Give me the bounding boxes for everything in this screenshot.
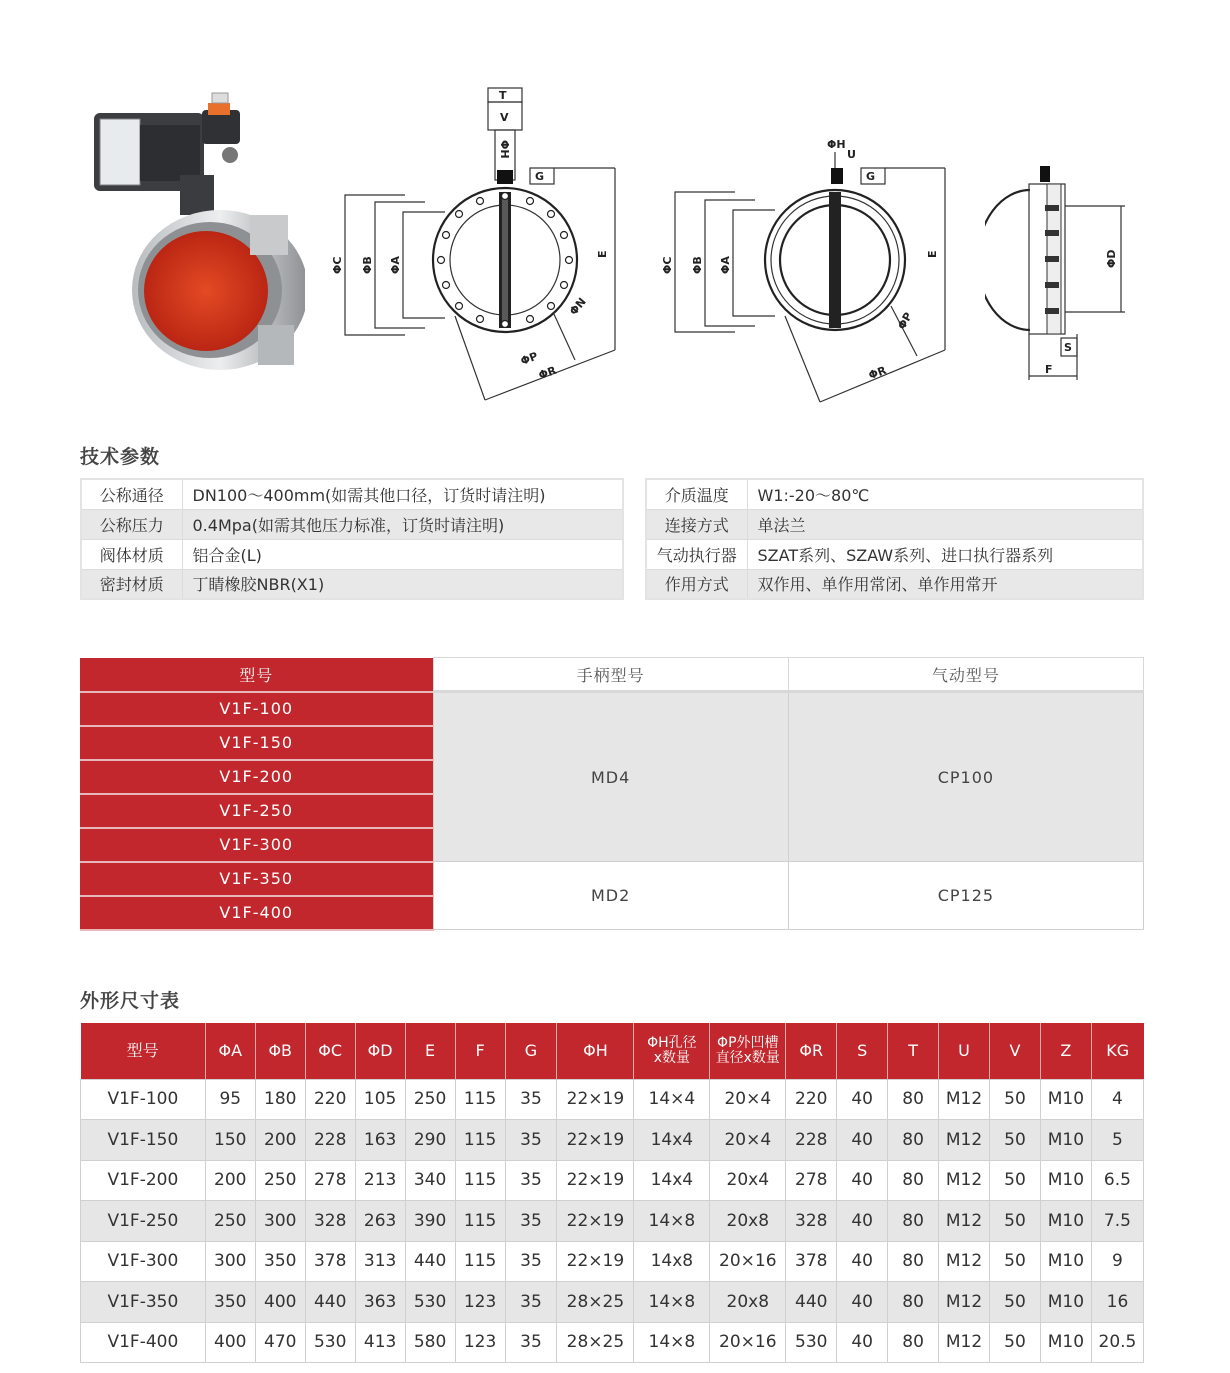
header-cell: Z: [1040, 1023, 1091, 1079]
header-cell-h-hole: [634, 1023, 710, 1079]
dimension-value-cell: 20x8: [710, 1282, 786, 1323]
header-cell: ΦD: [355, 1023, 405, 1079]
dimension-value-cell: 440: [405, 1241, 455, 1282]
dimension-table: [80, 1023, 1144, 1363]
dimension-value-cell: 440: [786, 1282, 837, 1323]
dim-d-label: ΦD: [1105, 249, 1118, 268]
dimension-value-cell: 390: [405, 1201, 455, 1242]
dimension-value-cell: 35: [505, 1282, 557, 1323]
dimension-value-cell: 163: [355, 1120, 405, 1161]
param-key: 公称压力: [81, 509, 182, 539]
dimension-value-cell: 35: [505, 1201, 557, 1242]
dim-s-label: S: [1064, 341, 1072, 354]
dimension-value-cell: 80: [888, 1160, 939, 1201]
dimension-value-cell: 250: [205, 1201, 255, 1242]
dimension-value-cell: 313: [355, 1241, 405, 1282]
header-cell: ΦH: [557, 1023, 634, 1079]
tech-params-right-table: [645, 478, 1144, 600]
dimension-value-cell: 440: [305, 1282, 355, 1323]
param-value: W1:-20～80℃: [747, 479, 1143, 509]
dimension-model-cell: V1F-300: [81, 1241, 206, 1282]
param-key: 密封材质: [81, 569, 182, 599]
model-row: [80, 692, 1144, 726]
dimension-value-cell: 14×4: [634, 1079, 710, 1120]
dimension-value-cell: 250: [255, 1160, 305, 1201]
model-table: [80, 657, 1144, 931]
dimension-value-cell: 123: [455, 1322, 505, 1363]
dimension-value-cell: M10: [1040, 1241, 1091, 1282]
dimension-row: [81, 1120, 1144, 1161]
dimension-value-cell: M10: [1040, 1322, 1091, 1363]
param-key: 介质温度: [646, 479, 747, 509]
header-line: x数量: [653, 1049, 690, 1066]
dimension-value-cell: 250: [405, 1079, 455, 1120]
pneumatic-model-cell: CP100: [788, 692, 1143, 862]
dimension-value-cell: 22×19: [557, 1120, 634, 1161]
dimension-value-cell: 20×4: [710, 1120, 786, 1161]
param-key: 作用方式: [646, 569, 747, 599]
dim-a-label: ΦA: [389, 256, 402, 274]
dimension-row: [81, 1201, 1144, 1242]
dimension-value-cell: 28×25: [557, 1282, 634, 1323]
dimension-value-cell: 35: [505, 1322, 557, 1363]
dimension-value-cell: 530: [786, 1322, 837, 1363]
dimension-value-cell: M12: [939, 1241, 990, 1282]
dimension-value-cell: 80: [888, 1201, 939, 1242]
dimension-value-cell: 22×19: [557, 1241, 634, 1282]
dimension-value-cell: M10: [1040, 1282, 1091, 1323]
header-cell: ΦC: [305, 1023, 355, 1079]
param-row: [646, 569, 1143, 599]
dimension-value-cell: 16: [1091, 1282, 1143, 1323]
dimension-value-cell: 278: [305, 1160, 355, 1201]
param-value: 铝合金(L): [182, 539, 623, 569]
dimension-value-cell: 40: [837, 1160, 888, 1201]
dimension-value-cell: M12: [939, 1079, 990, 1120]
model-cell: V1F-150: [80, 726, 433, 760]
dim-u-label: U: [847, 148, 856, 161]
dimension-value-cell: 228: [786, 1120, 837, 1161]
dimension-value-cell: 6.5: [1091, 1160, 1143, 1201]
dimension-value-cell: 95: [205, 1079, 255, 1120]
dimension-value-cell: 213: [355, 1160, 405, 1201]
dimension-model-cell: V1F-100: [81, 1079, 206, 1120]
param-row: [81, 539, 623, 569]
tech-params-left-table: [80, 478, 624, 600]
param-value: SZAT系列、SZAW系列、进口执行器系列: [747, 539, 1143, 569]
dimension-value-cell: 14×8: [634, 1201, 710, 1242]
dimension-value-cell: 123: [455, 1282, 505, 1323]
handle-model-cell: MD4: [433, 692, 788, 862]
dimension-value-cell: 290: [405, 1120, 455, 1161]
dimension-value-cell: 263: [355, 1201, 405, 1242]
handle-model-cell: MD2: [433, 862, 788, 930]
header-model: 型号: [80, 658, 433, 692]
dimension-value-cell: 340: [405, 1160, 455, 1201]
dim-e-label-2: E: [926, 250, 939, 258]
param-row: [81, 569, 623, 599]
dimension-model-cell: V1F-400: [81, 1322, 206, 1363]
dimension-value-cell: M12: [939, 1322, 990, 1363]
dimension-value-cell: 50: [990, 1241, 1041, 1282]
dimension-value-cell: 300: [255, 1201, 305, 1242]
dimension-table-body: [81, 1079, 1144, 1363]
dimension-row: [81, 1079, 1144, 1120]
dimension-model-cell: V1F-250: [81, 1201, 206, 1242]
dimension-value-cell: 50: [990, 1201, 1041, 1242]
dimension-value-cell: 22×19: [557, 1079, 634, 1120]
dimension-value-cell: 28×25: [557, 1322, 634, 1363]
dim-c-label-2: ΦC: [661, 256, 674, 274]
param-value: 丁睛橡胶NBR(X1): [182, 569, 623, 599]
dimension-value-cell: 328: [786, 1201, 837, 1242]
dimension-value-cell: 200: [255, 1120, 305, 1161]
param-row: [646, 539, 1143, 569]
dimension-value-cell: 115: [455, 1201, 505, 1242]
dim-f-label: F: [1045, 363, 1053, 376]
param-key: 公称通径: [81, 479, 182, 509]
dim-e-label: E: [596, 250, 609, 258]
dimension-value-cell: 530: [305, 1322, 355, 1363]
dimension-value-cell: 400: [205, 1322, 255, 1363]
tech-params-title: 技术参数: [80, 446, 161, 468]
header-cell: E: [405, 1023, 455, 1079]
param-row: [81, 509, 623, 539]
dimension-value-cell: 350: [205, 1282, 255, 1323]
dimension-value-cell: 40: [837, 1322, 888, 1363]
header-cell: V: [990, 1023, 1041, 1079]
dimension-value-cell: M12: [939, 1120, 990, 1161]
dimension-value-cell: 40: [837, 1241, 888, 1282]
model-cell: V1F-250: [80, 794, 433, 828]
dimension-value-cell: 20.5: [1091, 1322, 1143, 1363]
dim-b-label: ΦB: [361, 256, 374, 274]
header-cell: ΦB: [255, 1023, 305, 1079]
param-value: 0.4Mpa(如需其他压力标准，订货时请注明): [182, 509, 623, 539]
dimension-value-cell: M10: [1040, 1079, 1091, 1120]
dimension-value-cell: 200: [205, 1160, 255, 1201]
model-table-header: [80, 658, 1144, 692]
dimension-table-title: 外形尺寸表: [80, 990, 181, 1012]
dimension-value-cell: 363: [355, 1282, 405, 1323]
dim-h-label-2: ΦH: [827, 138, 846, 151]
model-cell: V1F-200: [80, 760, 433, 794]
dimension-model-cell: V1F-150: [81, 1120, 206, 1161]
dimension-value-cell: 50: [990, 1120, 1041, 1161]
dim-h-label: ΦH: [498, 140, 511, 159]
dimension-value-cell: 14×8: [634, 1322, 710, 1363]
dimension-value-cell: 20×4: [710, 1079, 786, 1120]
dimension-model-cell: V1F-350: [81, 1282, 206, 1323]
dimension-value-cell: 80: [888, 1241, 939, 1282]
header-cell: U: [939, 1023, 990, 1079]
figure-row: [0, 0, 1230, 420]
dimension-value-cell: M12: [939, 1282, 990, 1323]
dimension-value-cell: 328: [305, 1201, 355, 1242]
param-key: 气动执行器: [646, 539, 747, 569]
dim-p-label-2: ΦP: [895, 310, 916, 332]
dimension-value-cell: 80: [888, 1282, 939, 1323]
dimension-value-cell: 80: [888, 1120, 939, 1161]
header-cell: KG: [1091, 1023, 1143, 1079]
dimension-value-cell: M10: [1040, 1201, 1091, 1242]
dimension-value-cell: 278: [786, 1160, 837, 1201]
dimension-value-cell: 180: [255, 1079, 305, 1120]
dimension-value-cell: 115: [455, 1079, 505, 1120]
dimension-value-cell: 40: [837, 1201, 888, 1242]
header-pneumatic-model: 气动型号: [788, 658, 1143, 692]
dimension-value-cell: 7.5: [1091, 1201, 1143, 1242]
dimension-value-cell: 14×8: [634, 1282, 710, 1323]
dim-r-label-2: ΦR: [866, 363, 889, 383]
header-cell: T: [888, 1023, 939, 1079]
dimension-value-cell: 20×16: [710, 1322, 786, 1363]
dimension-row: [81, 1241, 1144, 1282]
dimension-value-cell: 14x8: [634, 1241, 710, 1282]
model-row: [80, 862, 1144, 896]
dimension-value-cell: 115: [455, 1241, 505, 1282]
dimension-row: [81, 1282, 1144, 1323]
dim-c-label: ΦC: [331, 256, 344, 274]
dimension-value-cell: M12: [939, 1160, 990, 1201]
header-handle-model: 手柄型号: [433, 658, 788, 692]
param-value: 双作用、单作用常闭、单作用常开: [747, 569, 1143, 599]
param-row: [646, 509, 1143, 539]
dimension-table-header: [81, 1023, 1144, 1079]
dim-r-label: ΦR: [536, 363, 559, 383]
dim-v-label: V: [500, 111, 509, 124]
drawing-front-view-1: [325, 80, 625, 410]
dimension-value-cell: 14x4: [634, 1120, 710, 1161]
param-key: 连接方式: [646, 509, 747, 539]
param-row: [646, 479, 1143, 509]
dimension-value-cell: 105: [355, 1079, 405, 1120]
dimension-value-cell: 40: [837, 1282, 888, 1323]
dimension-value-cell: 115: [455, 1120, 505, 1161]
dimension-value-cell: 40: [837, 1120, 888, 1161]
dimension-value-cell: 35: [505, 1241, 557, 1282]
dimension-row: [81, 1322, 1144, 1363]
dimension-row: [81, 1160, 1144, 1201]
valve-product-photo: [80, 85, 305, 375]
dimension-value-cell: 14x4: [634, 1160, 710, 1201]
dim-b-label-2: ΦB: [691, 256, 704, 274]
model-cell: V1F-400: [80, 896, 433, 930]
dimension-value-cell: 350: [255, 1241, 305, 1282]
dimension-value-cell: 4: [1091, 1079, 1143, 1120]
dimension-value-cell: 50: [990, 1322, 1041, 1363]
header-cell: F: [455, 1023, 505, 1079]
pneumatic-model-cell: CP125: [788, 862, 1143, 930]
dimension-value-cell: 20×16: [710, 1241, 786, 1282]
model-cell: V1F-300: [80, 828, 433, 862]
header-cell: ΦR: [786, 1023, 837, 1079]
dim-a-label-2: ΦA: [719, 256, 732, 274]
param-value: 单法兰: [747, 509, 1143, 539]
dimension-value-cell: 115: [455, 1160, 505, 1201]
dimension-value-cell: M12: [939, 1201, 990, 1242]
dimension-value-cell: 20x8: [710, 1201, 786, 1242]
dimension-value-cell: 400: [255, 1282, 305, 1323]
dimension-value-cell: 378: [786, 1241, 837, 1282]
dimension-value-cell: 378: [305, 1241, 355, 1282]
header-cell: ΦA: [205, 1023, 255, 1079]
dimension-value-cell: 80: [888, 1079, 939, 1120]
dimension-value-cell: 35: [505, 1079, 557, 1120]
dim-p-label: ΦP: [518, 349, 540, 368]
header-cell: 型号: [81, 1023, 206, 1079]
header-line: 直径x数量: [715, 1049, 780, 1066]
dim-g-label: G: [535, 170, 545, 183]
dim-t-label: T: [499, 89, 507, 102]
model-cell: V1F-350: [80, 862, 433, 896]
dimension-value-cell: 22×19: [557, 1201, 634, 1242]
dimension-value-cell: M10: [1040, 1160, 1091, 1201]
header-line: ΦH孔径: [647, 1034, 697, 1051]
dimension-value-cell: 20x4: [710, 1160, 786, 1201]
param-key: 阀体材质: [81, 539, 182, 569]
dimension-value-cell: 300: [205, 1241, 255, 1282]
dimension-value-cell: 470: [255, 1322, 305, 1363]
dimension-value-cell: 50: [990, 1079, 1041, 1120]
dimension-value-cell: 35: [505, 1120, 557, 1161]
header-cell-p-groove: [710, 1023, 786, 1079]
dimension-value-cell: 413: [355, 1322, 405, 1363]
param-row: [81, 479, 623, 509]
dim-n-label: ΦN: [567, 295, 589, 318]
dimension-value-cell: 228: [305, 1120, 355, 1161]
dimension-value-cell: 5: [1091, 1120, 1143, 1161]
dim-g-label-2: G: [866, 170, 876, 183]
header-line: ΦP外凹槽: [717, 1034, 779, 1051]
dimension-value-cell: 35: [505, 1160, 557, 1201]
dimension-value-cell: 50: [990, 1160, 1041, 1201]
model-cell: V1F-100: [80, 692, 433, 726]
dimension-value-cell: M10: [1040, 1120, 1091, 1161]
dimension-value-cell: 580: [405, 1322, 455, 1363]
dimension-value-cell: 9: [1091, 1241, 1143, 1282]
dimension-value-cell: 220: [786, 1079, 837, 1120]
dimension-value-cell: 40: [837, 1079, 888, 1120]
dimension-value-cell: 50: [990, 1282, 1041, 1323]
dimension-model-cell: V1F-200: [81, 1160, 206, 1201]
drawing-front-view-2: [655, 80, 955, 410]
drawing-side-view: [985, 80, 1145, 400]
dimension-value-cell: 530: [405, 1282, 455, 1323]
dimension-value-cell: 220: [305, 1079, 355, 1120]
header-cell: G: [505, 1023, 557, 1079]
dimension-value-cell: 80: [888, 1322, 939, 1363]
dimension-value-cell: 150: [205, 1120, 255, 1161]
dimension-value-cell: 22×19: [557, 1160, 634, 1201]
header-cell: S: [837, 1023, 888, 1079]
param-value: DN100～400mm(如需其他口径，订货时请注明): [182, 479, 623, 509]
